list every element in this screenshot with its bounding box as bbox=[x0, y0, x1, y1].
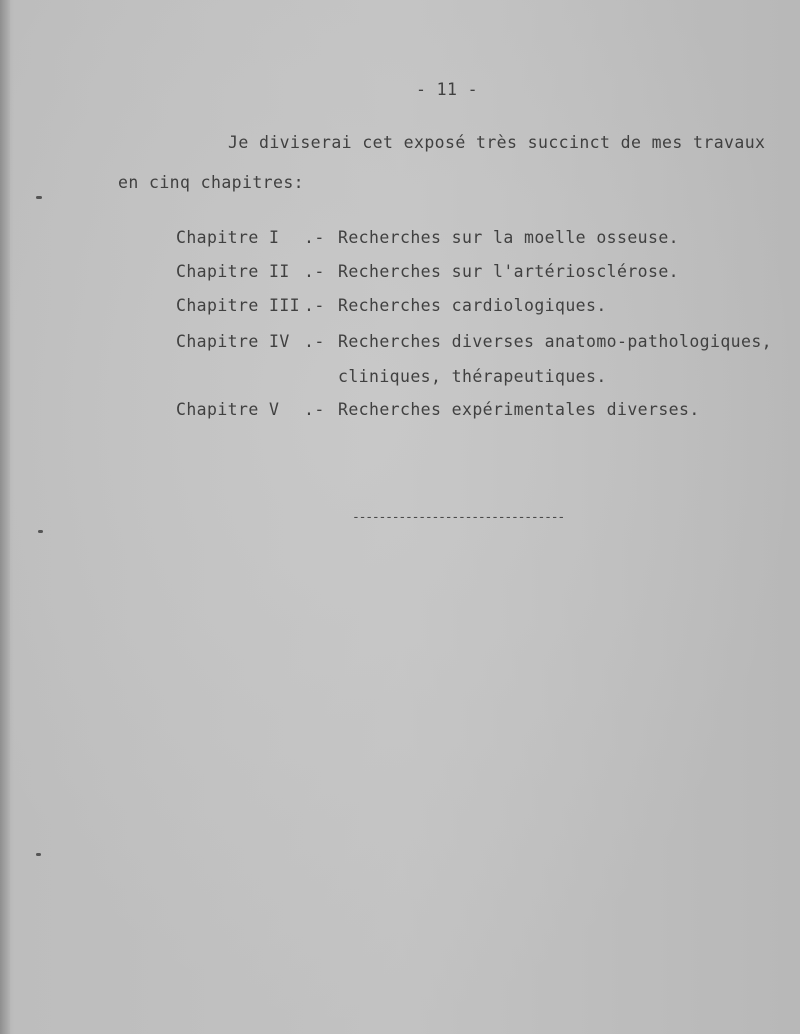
chapter-4-separator: .- bbox=[304, 332, 325, 351]
paper-speck bbox=[36, 196, 42, 199]
paper-speck bbox=[36, 853, 41, 856]
page-edge-shadow bbox=[0, 0, 10, 1034]
section-separator-line: -------------------------------- bbox=[352, 510, 565, 525]
page-number: - 11 - bbox=[416, 80, 479, 99]
intro-line-1: Je diviserai cet exposé très succinct de mes travaux bbox=[228, 133, 766, 152]
chapter-5-title: Recherches expérimentales diverses. bbox=[338, 400, 700, 419]
chapter-2-title: Recherches sur l'artériosclérose. bbox=[338, 262, 680, 281]
paper-speck bbox=[38, 530, 43, 533]
chapter-4-label: Chapitre IV bbox=[176, 332, 290, 351]
chapter-5-label: Chapitre V bbox=[176, 400, 280, 419]
chapter-3-title: Recherches cardiologiques. bbox=[338, 296, 607, 315]
chapter-4-title-continued: cliniques, thérapeutiques. bbox=[338, 367, 607, 386]
chapter-3-separator: .- bbox=[304, 296, 325, 315]
chapter-3-label: Chapitre III bbox=[176, 296, 301, 315]
chapter-4-title: Recherches diverses anatomo-pathologiques, bbox=[338, 332, 773, 351]
chapter-2-separator: .- bbox=[304, 262, 325, 281]
chapter-2-label: Chapitre II bbox=[176, 262, 290, 281]
chapter-1-separator: .- bbox=[304, 228, 325, 247]
chapter-5-separator: .- bbox=[304, 400, 325, 419]
chapter-1-title: Recherches sur la moelle osseuse. bbox=[338, 228, 680, 247]
chapter-1-label: Chapitre I bbox=[176, 228, 280, 247]
intro-line-2: en cinq chapitres: bbox=[118, 173, 305, 192]
